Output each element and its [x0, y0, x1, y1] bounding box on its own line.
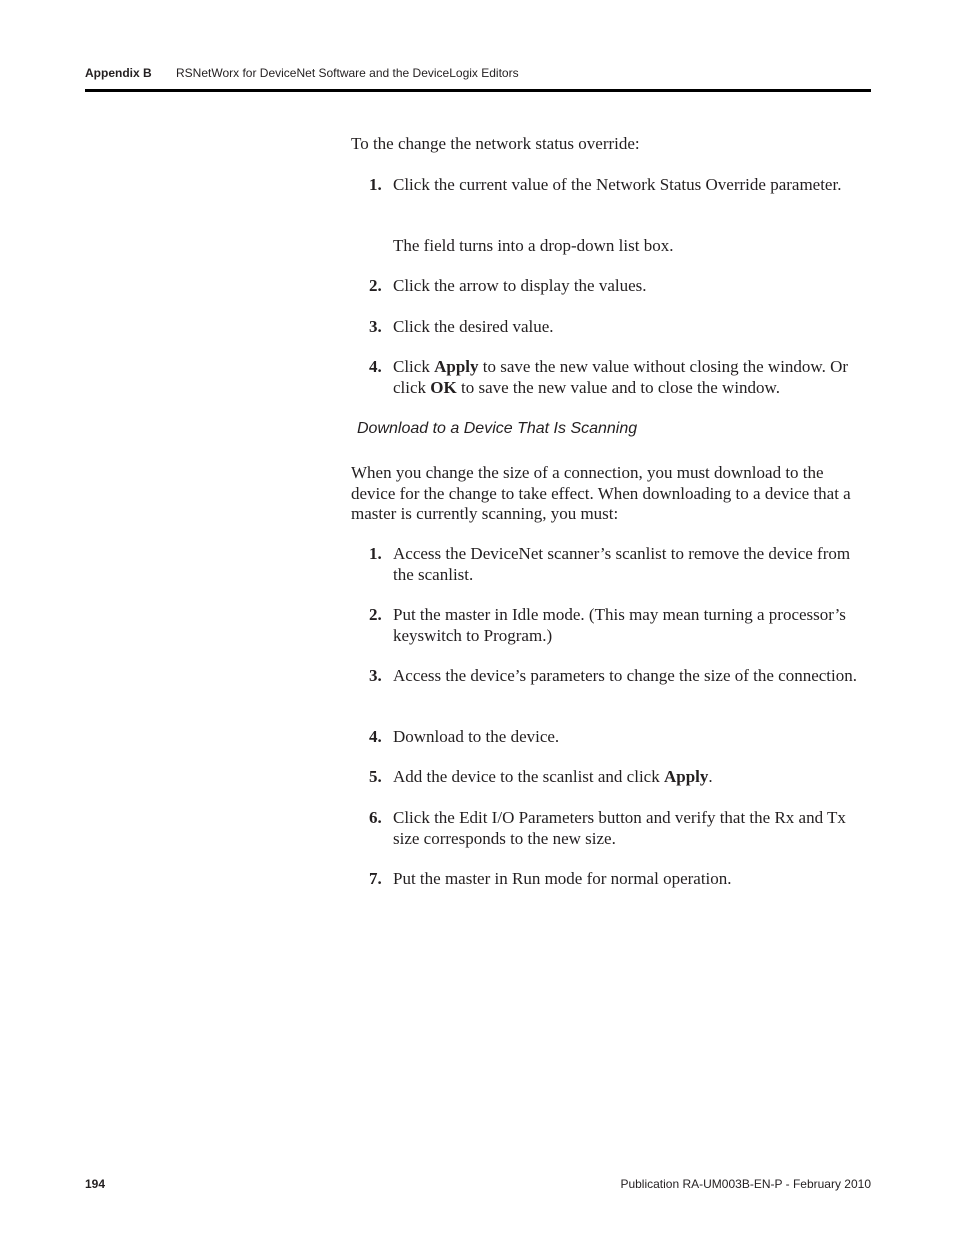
step-text: Download to the device. [393, 727, 560, 746]
step-text: Click the current value of the Network Status Override parameter. [393, 175, 842, 194]
step-text: Access the DeviceNet scanner’s scanlist to remove the device from the scanlist. [393, 544, 851, 584]
step-text: Click the arrow to display the values. [393, 276, 647, 295]
step-text: Click the desired value. [393, 317, 554, 336]
step-text: Click Apply to save the new value without closing the window. Or click OK to save the new value and to close the window. [393, 357, 849, 397]
section1-step-1-note: The field turns into a drop-down list box. [393, 236, 674, 255]
step-number: 4. [369, 727, 382, 746]
apply-term: Apply [434, 357, 479, 376]
step-number: 1. [369, 175, 382, 194]
step-text: Add the device to the scanlist and click Apply. [393, 767, 713, 786]
step-number: 6. [369, 808, 382, 827]
section2-intro: When you change the size of a connection, you must download to the device for the change to take effect. When downloading to a device that a master is currently scanning, you must: [351, 463, 851, 523]
running-header [85, 66, 871, 84]
page-number: 194 [85, 1177, 106, 1191]
step-number: 2. [369, 276, 382, 295]
step-text: Click the Edit I/O Parameters button and verify that the Rx and Tx size corresponds to the new size. [393, 808, 846, 848]
step-number: 3. [369, 317, 382, 336]
step-number: 7. [369, 869, 382, 888]
ok-term: OK [430, 377, 457, 397]
appendix-label: Appendix B [85, 66, 152, 80]
header-rule [85, 89, 871, 92]
step-number: 5. [369, 767, 382, 786]
step-text: Put the master in Run mode for normal operation. [393, 869, 732, 888]
step-text: Access the device’s parameters to change the size of the connection. [393, 666, 857, 685]
publication-info: Publication RA-UM003B-EN-P - February 2010 [620, 1177, 871, 1191]
section-heading: Download to a Device That Is Scanning [357, 420, 638, 437]
step-number: 1. [369, 544, 382, 563]
step-number: 4. [369, 357, 382, 376]
step-number: 3. [369, 666, 382, 685]
section1-intro: To the change the network status override: [351, 134, 640, 153]
step-number: 2. [369, 605, 382, 624]
apply-term: Apply [663, 767, 709, 786]
chapter-title: RSNetWorx for DeviceNet Software and the DeviceLogix Editors [176, 66, 519, 80]
step-text: Put the master in Idle mode. (This may mean turning a processor’s keyswitch to Program.) [393, 605, 846, 645]
